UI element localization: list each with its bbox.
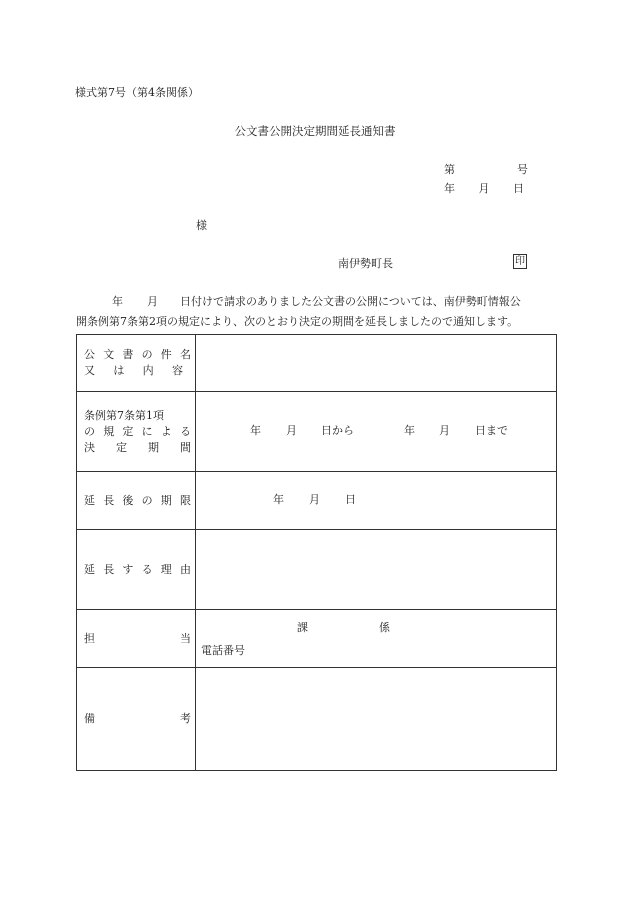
reason-value[interactable] bbox=[196, 530, 557, 610]
notice-body bbox=[76, 292, 558, 332]
reason-label: 延 長 す る 理 由 bbox=[77, 530, 196, 610]
period-end-year: 年 bbox=[404, 423, 415, 437]
issue-date bbox=[444, 180, 524, 196]
charge-section: 課 bbox=[297, 621, 308, 634]
seal-mark: 印 bbox=[515, 256, 525, 267]
row-decision-period bbox=[77, 392, 557, 472]
period-end-month: 月 bbox=[439, 423, 450, 437]
decision-period-label-line-3: 決 定 期 間 bbox=[84, 440, 191, 454]
notice-body-line-1 bbox=[76, 292, 558, 312]
document-name-label-line-1: 公 文 書 の 件 名 bbox=[84, 348, 191, 361]
body-rest: 日付けで請求のありました公文書の公開については、南伊勢町情報公 bbox=[180, 295, 521, 308]
charge-label-2: 当 bbox=[180, 631, 191, 645]
deadline-day: 日 bbox=[345, 492, 356, 506]
person-in-charge-value[interactable] bbox=[196, 610, 557, 668]
deadline-year: 年 bbox=[273, 492, 284, 506]
remarks-value[interactable] bbox=[196, 668, 557, 771]
document-number bbox=[444, 161, 528, 177]
document-name-label bbox=[77, 335, 196, 392]
remarks-label bbox=[77, 668, 196, 771]
document-number-suffix: 号 bbox=[517, 163, 528, 176]
person-in-charge-label bbox=[77, 610, 196, 668]
charge-label-1: 担 bbox=[84, 631, 95, 645]
document-number-prefix: 第 bbox=[444, 163, 455, 176]
document-title: 公文書公開決定期間延長通知書 bbox=[234, 124, 396, 138]
remarks-label-2: 考 bbox=[180, 712, 191, 725]
decision-period-label-line-1: 条例第7条第1項 bbox=[84, 408, 164, 422]
charge-phone: 電話番号 bbox=[201, 644, 245, 657]
remarks-label-1: 備 bbox=[84, 712, 95, 725]
period-start-month: 月 bbox=[286, 423, 297, 437]
notice-table bbox=[76, 334, 557, 771]
decision-period-label-line-2: の 規 定 に よ る bbox=[84, 424, 191, 438]
form-number: 様式第7号（第4条関係） bbox=[75, 86, 199, 99]
row-extended-deadline bbox=[77, 472, 557, 530]
period-start-day: 日から bbox=[321, 423, 354, 437]
issue-date-day: 日 bbox=[513, 182, 524, 195]
period-start-year: 年 bbox=[250, 423, 261, 437]
decision-period-value[interactable] bbox=[196, 392, 557, 472]
extended-deadline-label: 延 長 後 の 期 限 bbox=[77, 472, 196, 530]
row-person-in-charge bbox=[77, 610, 557, 668]
body-month: 月 bbox=[147, 295, 158, 308]
addressee: 様 bbox=[196, 219, 207, 232]
issue-date-year: 年 bbox=[444, 182, 455, 195]
row-document-name bbox=[77, 335, 557, 392]
deadline-month: 月 bbox=[309, 492, 320, 506]
row-remarks bbox=[77, 668, 557, 771]
sender: 南伊勢町長 bbox=[338, 257, 393, 270]
body-year: 年 bbox=[112, 295, 123, 308]
row-reason bbox=[77, 530, 557, 610]
extended-deadline-value[interactable] bbox=[196, 472, 557, 530]
decision-period-label bbox=[77, 392, 196, 472]
period-end-day: 日まで bbox=[475, 423, 508, 437]
issue-date-month: 月 bbox=[478, 182, 490, 195]
document-name-value[interactable] bbox=[196, 335, 557, 392]
charge-unit: 係 bbox=[379, 621, 390, 634]
notice-body-line-2: 開条例第7条第2項の規定により、次のとおり決定の期間を延長しましたので通知します。 bbox=[76, 315, 519, 328]
document-name-label-line-2: 又 は 内 容 bbox=[84, 364, 183, 377]
